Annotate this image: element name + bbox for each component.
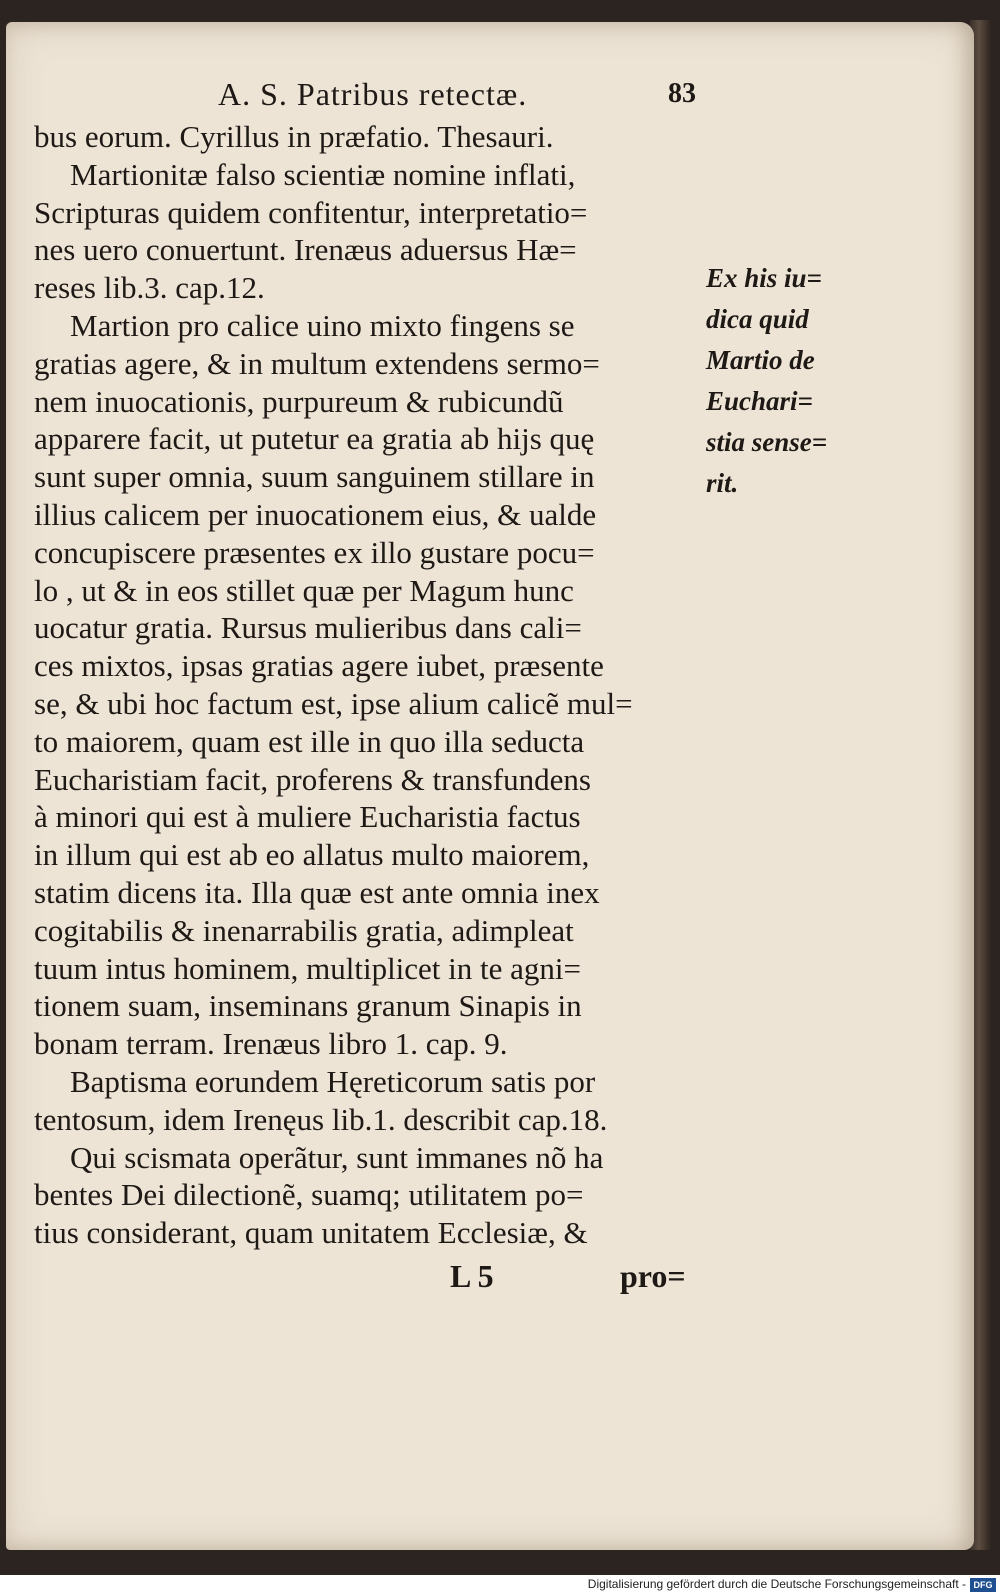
text-line: tionem suam, inseminans granum Sinapis in xyxy=(34,988,582,1024)
text-line: cogitabilis & inenarrabilis gratia, adimpleat xyxy=(34,912,574,948)
text-line: tentosum, idem Irenęus lib.1. describit cap.18. xyxy=(34,1101,608,1137)
funding-credit: Digitalisierung gefördert durch die Deutsche Forschungsgemeinschaft - xyxy=(587,1577,966,1591)
dfg-logo: DFG xyxy=(970,1578,996,1592)
margin-line: Euchari= xyxy=(706,386,813,416)
text-line: to maiorem, quam est ille in quo illa seducta xyxy=(34,723,585,759)
text-line: nes uero conuertunt. Irenæus aduersus Hæ= xyxy=(34,232,577,268)
text-line: uocatur gratia. Rursus mulieribus dans cali= xyxy=(34,610,582,646)
page-header xyxy=(218,76,698,120)
signature-mark: L 5 xyxy=(450,1258,494,1294)
text-line: lo , ut & in eos stillet quæ per Magum hunc xyxy=(34,572,574,608)
margin-line: stia sense= xyxy=(706,427,828,457)
margin-line: dica quid xyxy=(706,304,809,334)
catchword: pro= xyxy=(620,1258,686,1294)
text-line: gratias agere, & in multum extendens sermo= xyxy=(34,345,600,381)
text-line: Martion pro calice uino mixto fingens se xyxy=(70,307,575,343)
margin-line: Martio de xyxy=(706,345,815,375)
marginal-note xyxy=(706,258,846,504)
text-line: Eucharistiam facit, proferens & transfundens xyxy=(34,761,591,797)
text-line: illius calicem per inuocationem eius, & ualde xyxy=(34,496,597,532)
text-line: reses lib.3. cap.12. xyxy=(34,270,265,306)
text-line: apparere facit, ut putetur ea gratia ab hijs quę xyxy=(34,421,595,457)
page-number: 83 xyxy=(668,78,696,109)
text-line: in illum qui est ab eo allatus multo maiorem, xyxy=(34,837,590,873)
text-line: Qui scismata operãtur, sunt immanes nõ ha xyxy=(70,1139,604,1175)
text-line: tuum intus hominem, multiplicet in te agni= xyxy=(34,950,582,986)
body-text xyxy=(34,118,714,1252)
text-line: bonam terram. Irenæus libro 1. cap. 9. xyxy=(34,1026,508,1062)
text-line: concupiscere præsentes ex illo gustare pocu= xyxy=(34,534,595,570)
text-line: Baptisma eorundem Hęreticorum satis por xyxy=(70,1063,596,1099)
text-line: sunt super omnia, suum sanguinem stillare in xyxy=(34,459,595,495)
text-line: se, & ubi hoc factum est, ipse alium calicẽ mul= xyxy=(34,685,633,721)
text-line: tius considerant, quam unitatem Ecclesiæ, & xyxy=(34,1215,588,1251)
text-line: Martionitæ falso scientiæ nomine inflati, xyxy=(70,156,576,192)
margin-line: Ex his iu= xyxy=(706,263,822,293)
credit-bar xyxy=(0,1575,1000,1596)
text-line: nem inuocationis, purpureum & rubicundũ xyxy=(34,383,564,419)
text-line: à minori qui est à muliere Eucharistia factus xyxy=(34,799,581,835)
running-title: A. S. Patribus retectæ. xyxy=(218,76,528,112)
margin-line: rit. xyxy=(706,468,739,498)
text-line: Scripturas quidem confitentur, interpretatio= xyxy=(34,194,588,230)
text-line: bus eorum. Cyrillus in præfatio. Thesauri. xyxy=(34,119,554,154)
text-line: statim dicens ita. Illa quæ est ante omnia inex xyxy=(34,874,600,910)
text-line: bentes Dei dilectionẽ, suamq; utilitatem po= xyxy=(34,1177,584,1213)
page-footer xyxy=(450,1258,710,1298)
text-line: ces mixtos, ipsas gratias agere iubet, præsente xyxy=(34,648,604,684)
